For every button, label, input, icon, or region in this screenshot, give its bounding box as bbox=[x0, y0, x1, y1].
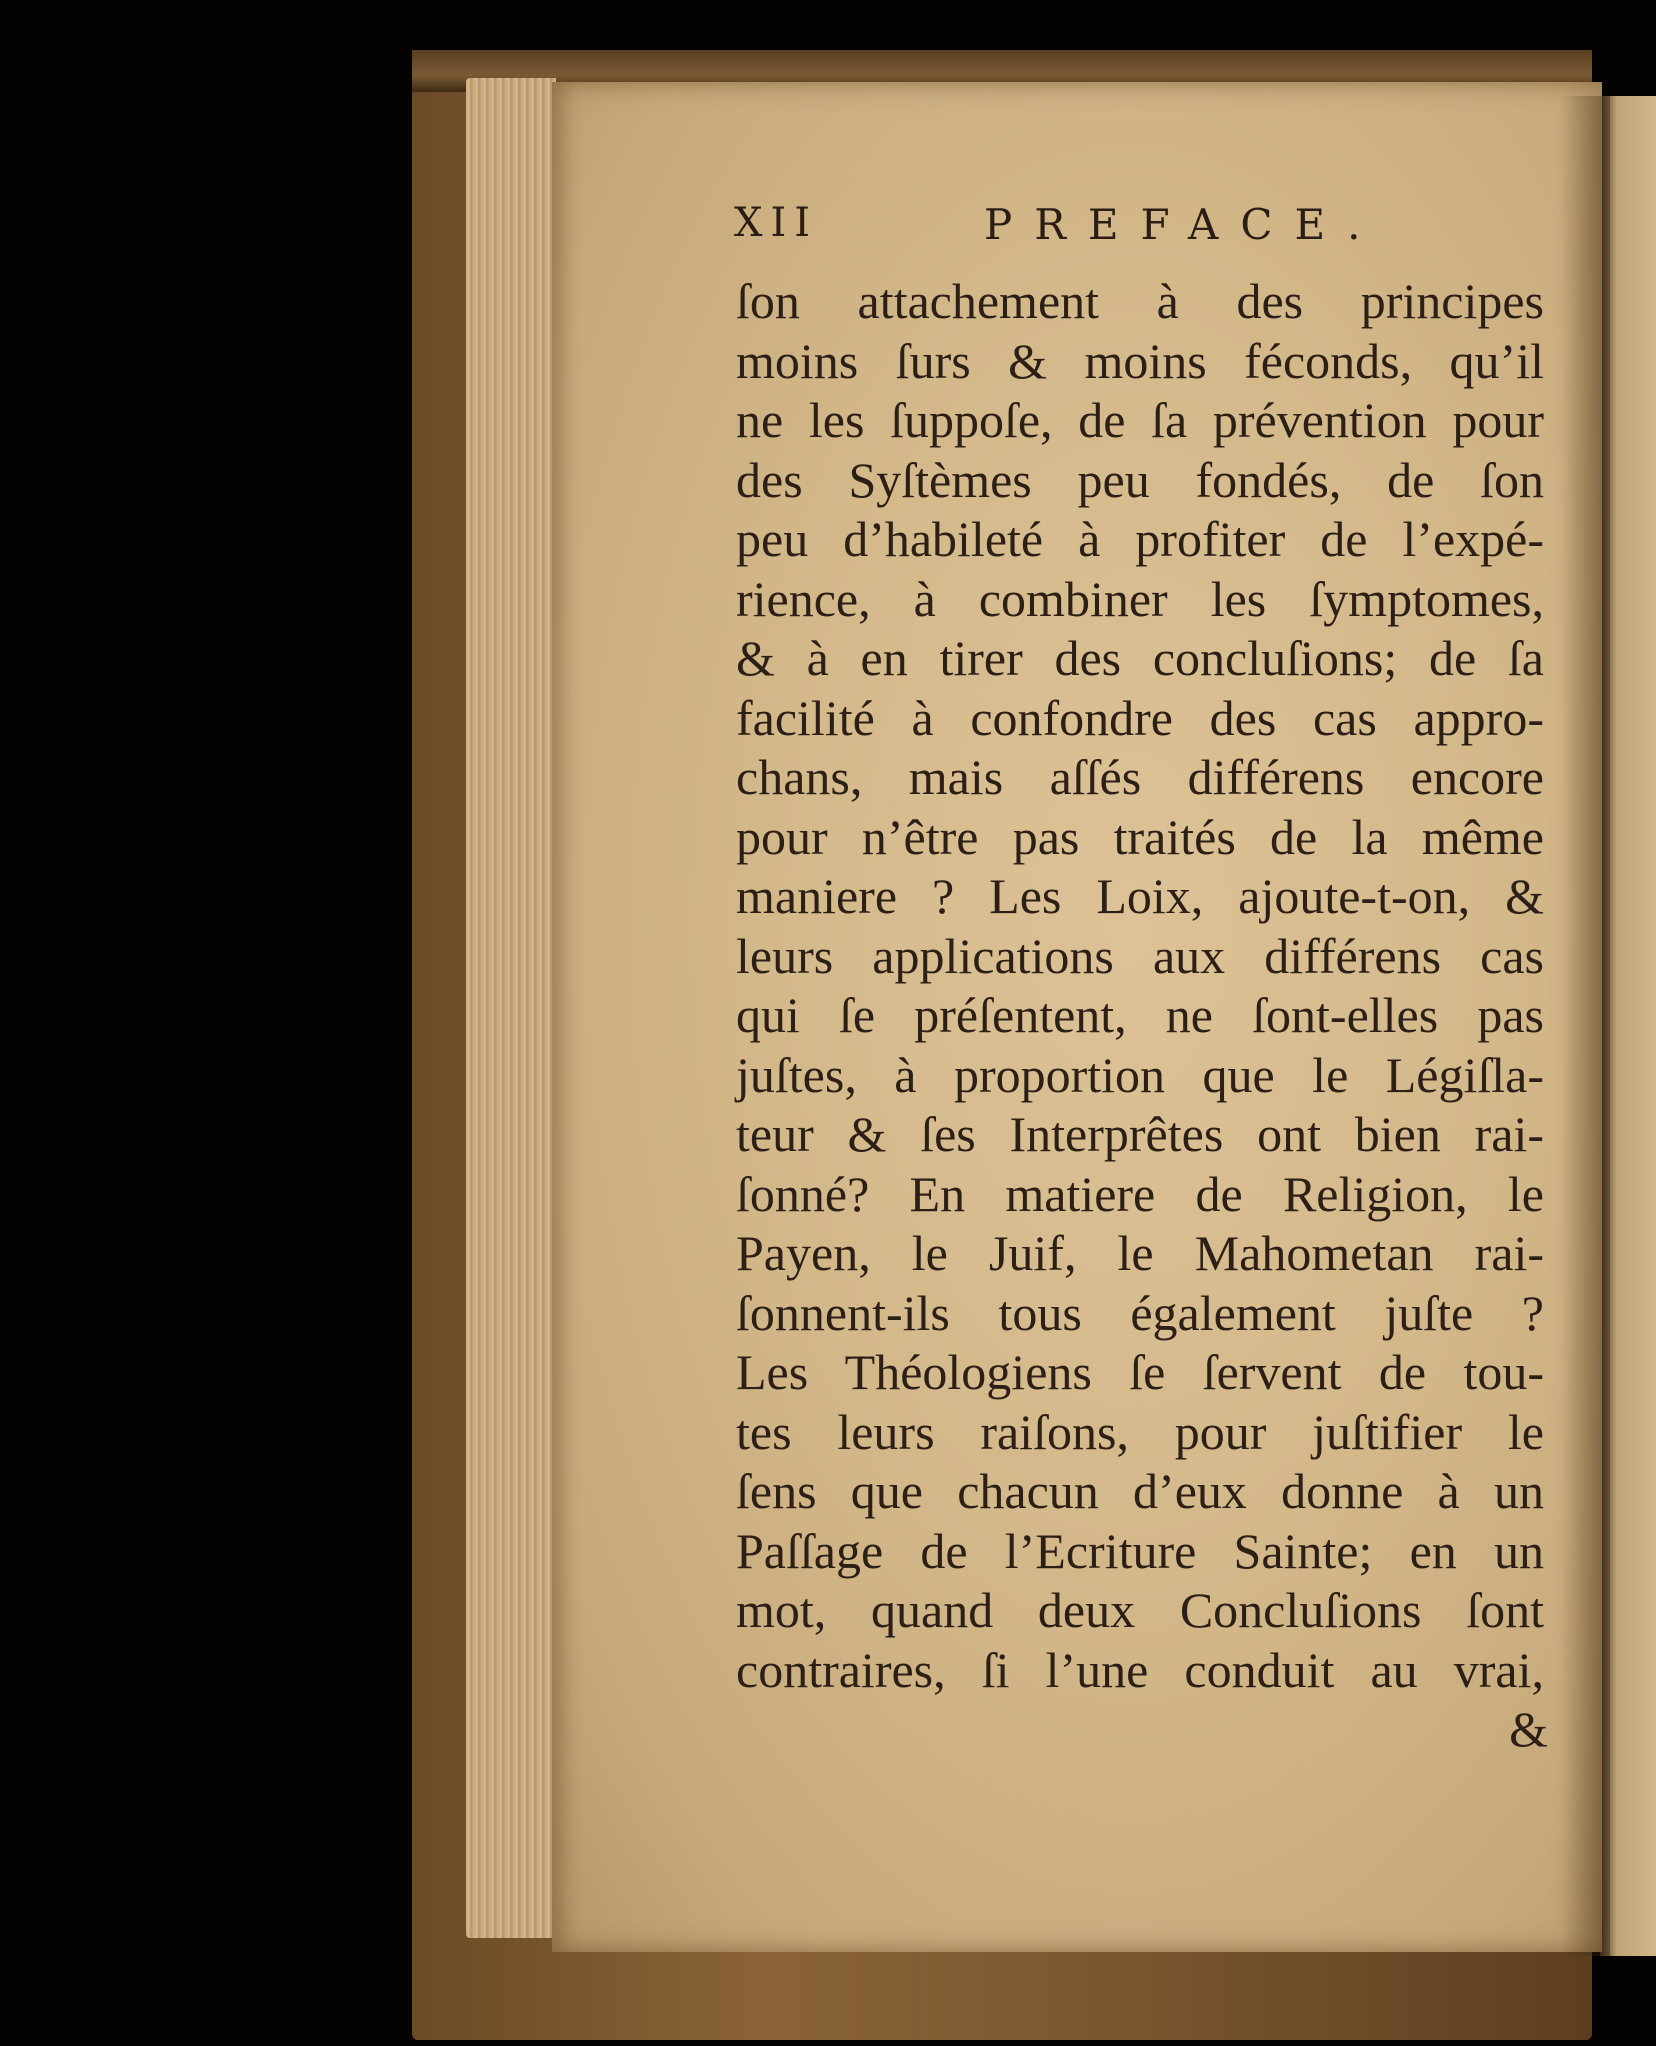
body-text bbox=[736, 272, 1544, 1700]
running-head: PREFACE. bbox=[984, 200, 1383, 249]
page-number: XII bbox=[734, 200, 819, 246]
page-fore-edge bbox=[466, 78, 556, 1938]
text-line: Payen, le Juif, le Mahometan rai- bbox=[736, 1225, 1544, 1281]
catchword: & bbox=[1509, 1701, 1548, 1757]
text-line: facilité à confondre des cas appro- bbox=[736, 689, 1544, 746]
text-line: ſon attachement à des principes bbox=[736, 273, 1544, 329]
text-line: peu d’habileté à profiter de l’expé- bbox=[736, 511, 1544, 567]
text-line: moins ſurs & moins féconds, qu’il bbox=[736, 332, 1544, 389]
text-line: ne les ſuppoſe, de ſa prévention pour bbox=[736, 392, 1544, 448]
text-line: Paſſage de l’Ecriture Sainte; en un bbox=[736, 1522, 1544, 1579]
text-line: teur & ſes Interprêtes ont bien rai- bbox=[736, 1106, 1544, 1162]
text-line: leurs applications aux différens cas bbox=[736, 927, 1544, 984]
text-line: ſonné? En matiere de Religion, le bbox=[736, 1165, 1544, 1222]
text-line: qui ſe préſentent, ne ſont-elles pas bbox=[736, 987, 1544, 1043]
gutter-shadow bbox=[1560, 96, 1610, 1956]
page-header bbox=[734, 200, 1383, 260]
text-line: mot, quand deux Concluſions ſont bbox=[736, 1582, 1544, 1638]
text-line: & à en tirer des concluſions; de ſa bbox=[736, 630, 1544, 686]
text-line: chans, mais aſſés différens encore bbox=[736, 749, 1544, 805]
text-line: pour n’être pas traités de la même bbox=[736, 808, 1544, 865]
text-line: ſens que chacun d’eux donne à un bbox=[736, 1463, 1544, 1519]
text-line: maniere ? Les Loix, ajoute-t-on, & bbox=[736, 868, 1544, 924]
text-line: tes leurs raiſons, pour juſtifier le bbox=[736, 1403, 1544, 1460]
text-line: des Syſtèmes peu fondés, de ſon bbox=[736, 451, 1544, 508]
text-line: contraires, ſi l’une conduit au vrai, bbox=[736, 1641, 1544, 1698]
text-line: juſtes, à proportion que le Légiſla- bbox=[736, 1046, 1544, 1103]
text-line: ſonnent-ils tous également juſte ? bbox=[736, 1284, 1544, 1341]
text-line: Les Théologiens ſe ſervent de tou- bbox=[736, 1344, 1544, 1400]
text-line: rience, à combiner les ſymptomes, bbox=[736, 570, 1544, 627]
